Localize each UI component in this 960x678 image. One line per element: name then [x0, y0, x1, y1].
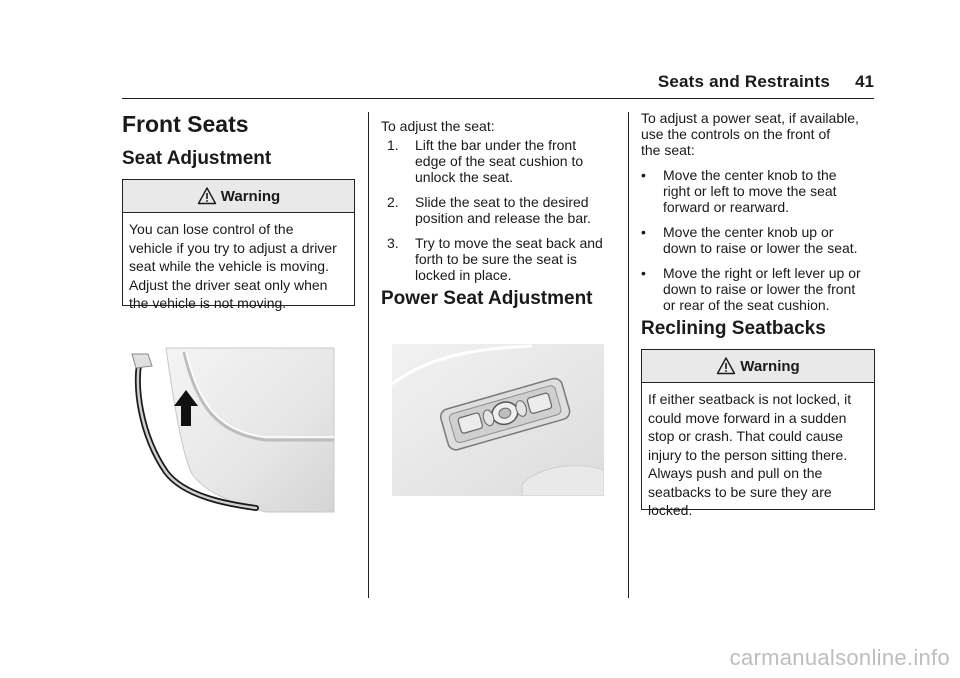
power-seat-bullet-list — [641, 167, 879, 322]
warning-line: You can lose control of the — [129, 221, 294, 237]
warning-text — [123, 213, 354, 321]
warning-triangle-icon — [716, 356, 736, 376]
section-heading-front-seats: Front Seats — [122, 111, 249, 137]
warning-line: Adjust the driver seat only when — [129, 276, 328, 293]
list-item — [641, 224, 879, 256]
warning-triangle-icon — [197, 186, 217, 206]
intro-adjust-seat: To adjust the seat: — [381, 118, 495, 134]
warning-line: vehicle if you try to adjust a driver — [129, 239, 337, 256]
bullet-mark: • — [641, 224, 646, 240]
intro-line: use the controls on the front of — [641, 126, 831, 142]
bullet-line: Move the center knob to the — [663, 167, 837, 183]
bullet-mark: • — [641, 265, 646, 281]
step-number: 1. — [387, 137, 399, 153]
column-divider-right — [628, 112, 629, 598]
warning-line: stop or crash. That could cause — [648, 428, 844, 444]
header-rule — [122, 98, 874, 99]
bullet-line: Move the center knob up or — [663, 224, 834, 240]
list-item — [381, 194, 626, 226]
warning-line: could move forward in a sudden — [648, 409, 847, 426]
warning-line: locked. — [648, 502, 693, 518]
power-seat-controls-illustration — [392, 344, 604, 496]
step-line: forth to be sure the seat is — [415, 251, 577, 267]
bullet-mark: • — [641, 167, 646, 183]
watermark: carmanualsonline.info — [729, 645, 950, 670]
step-line: Slide the seat to the desired — [415, 194, 589, 210]
intro-power-seat — [641, 110, 876, 158]
step-line: locked in place. — [415, 267, 512, 283]
seat-adjust-bar-illustration — [126, 344, 338, 516]
warning-title: Warning — [740, 357, 800, 375]
list-item — [641, 265, 879, 313]
list-item — [381, 137, 626, 185]
intro-line: To adjust a power seat, if available, — [641, 110, 859, 126]
subheading-reclining-seatbacks: Reclining Seatbacks — [641, 318, 826, 339]
warning-line: the vehicle is not moving. — [129, 295, 287, 311]
step-number: 2. — [387, 194, 399, 210]
list-item — [381, 235, 626, 283]
step-line: unlock the seat. — [415, 169, 514, 185]
warning-line: injury to the person sitting there. — [648, 446, 848, 463]
subheading-seat-adjustment: Seat Adjustment — [122, 148, 272, 169]
column-divider-left — [368, 112, 369, 598]
warning-box-seat-adjustment — [122, 179, 355, 311]
bullet-line: forward or rearward. — [663, 199, 790, 215]
warning-line: seatbacks to be sure they are — [648, 483, 832, 500]
step-line: edge of the seat cushion to — [415, 153, 584, 169]
subheading-power-seat-adjustment: Power Seat Adjustment — [381, 288, 593, 309]
warning-title: Warning — [220, 187, 281, 205]
step-line: Try to move the seat back and — [415, 235, 603, 251]
warning-line: seat while the vehicle is moving. — [129, 258, 329, 274]
step-line: position and release the bar. — [415, 210, 591, 226]
bullet-line: down to raise or lower the seat. — [663, 240, 858, 256]
bullet-line: down to raise or lower the front — [663, 281, 856, 297]
warning-box-reclining-seatbacks — [641, 349, 875, 518]
bullet-line: or rear of the seat cushion. — [663, 297, 830, 313]
running-header-title: Seats and Restraints — [657, 72, 830, 91]
page-number: 41 — [855, 72, 874, 91]
bullet-line: Move the right or left lever up or — [663, 265, 861, 281]
intro-line: the seat: — [641, 142, 695, 158]
warning-header — [642, 350, 874, 383]
adjust-steps-list — [381, 137, 626, 292]
step-line: Lift the bar under the front — [415, 137, 577, 153]
warning-line: Always push and pull on the — [648, 465, 823, 481]
bullet-line: right or left to move the seat — [663, 183, 837, 199]
warning-text — [642, 383, 874, 528]
warning-header — [123, 180, 354, 213]
warning-line: If either seatback is not locked, it — [648, 391, 852, 407]
step-number: 3. — [387, 235, 399, 251]
list-item — [641, 167, 879, 215]
